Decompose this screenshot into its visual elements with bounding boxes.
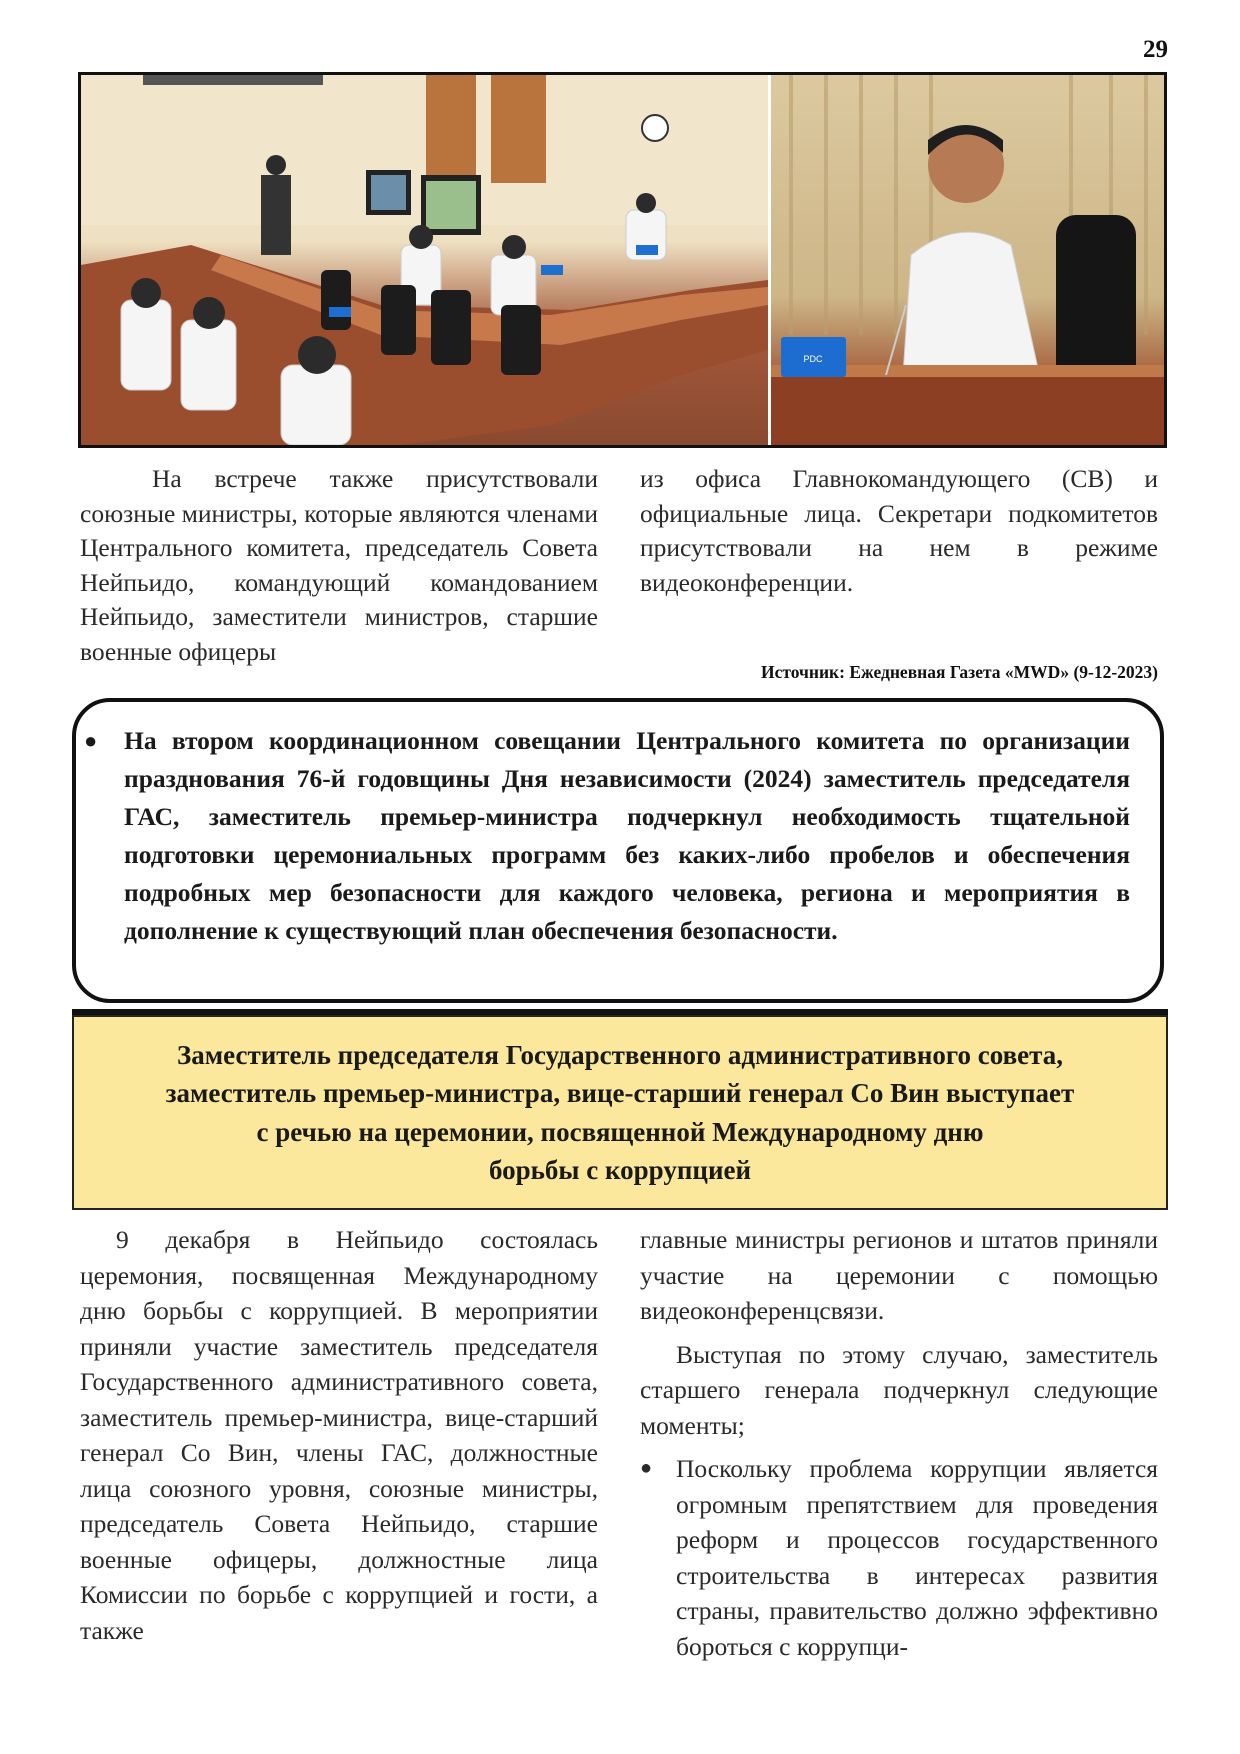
bullet-icon: ●: [84, 728, 98, 753]
speaker-illustration: [771, 75, 1164, 445]
headline: [90, 1036, 1150, 1190]
article-bottom-left-column: [80, 1222, 598, 1648]
highlight-list: [84, 722, 1130, 950]
article-top-right-column: [640, 462, 1158, 600]
highlight-text: На втором координационном совещании Центрального комитета по организации празднования 76-й годовщины Дня независимости (2024) заместитель председателя ГАС, заместитель премьер-министра подчеркнул необходимость тщательной подготовки церемониальных программ без каких-либо пробелов и обеспечения подробных мер безопасности для каждого человека, региона и мероприятия в дополнение к существующий план обеспечения безопасности.: [124, 726, 1130, 945]
article-bottom-right-bullet-text: Поскольку проблема коррупции является огромным препятствием для проведения реформ и процессов государственного строительства в интересах развития страны, правительство должно эффективно бороться с коррупци-: [676, 1454, 1158, 1661]
article-bottom-right-para-2: Выступая по этому случаю, заместитель старшего генерала подчеркнул следующие моменты;: [640, 1339, 1158, 1440]
source-line: Источник: Ежедневная Газета «MWD» (9-12-2023): [760, 662, 1158, 682]
article-top-right-text: из офиса Главнокомандующего (СВ) и официальные лица. Секретари подкомитетов присутствовали на нем в режиме видеоконференции.: [640, 464, 1158, 597]
article-bottom-left-text: 9 декабря в Нейпьидо состоялась церемония, посвященная Международному дню борьбы с коррупцией. В мероприятии приняли участие заместитель председателя Государственного административного совета, заместитель премьер-министра, вице-старший генерал Со Вин, члены ГАС, должностные лица союзного уровня, союзные министры, председатель Совета Нейпьидо, старшие военные офицеры, должностные лица Комиссии по борьбе с коррупцией и гости, а также: [80, 1225, 598, 1645]
page-number: 29: [1143, 36, 1168, 63]
highlight-box: [72, 698, 1164, 1003]
photo-strip: [78, 72, 1167, 448]
article-top-left-column: [80, 462, 598, 669]
headline-line-4: борьбы с коррупцией: [488, 1155, 752, 1185]
article-bottom-right-bullet: [640, 1451, 1158, 1664]
headline-line-2: заместитель премьер-министра, вице-старший генерал Со Вин выступает: [165, 1078, 1075, 1108]
speaker-photo: [771, 75, 1164, 445]
article-bottom-right-para-1: главные министры регионов и штатов приняли участие на церемонии с помощью видеоконференцсвязи.: [640, 1225, 1158, 1325]
meeting-room-illustration: [81, 75, 768, 445]
headline-line-1: Заместитель председателя Государственного административного совета,: [177, 1039, 1063, 1070]
highlight-item: [84, 722, 1130, 950]
headline-line-3: с речью на церемонии, посвященной Международному дню: [256, 1116, 984, 1147]
bullet-icon: ●: [640, 1457, 653, 1479]
article-top-left-text: На встрече также присутствовали союзные министры, которые являются членами Центрального комитета, председатель Совета Нейпьидо, командующий командованием Нейпьидо, заместители министров, старшие военные офицеры: [80, 464, 598, 666]
article-bottom-right-column: [640, 1222, 1158, 1664]
headline-box: [72, 1015, 1168, 1210]
meeting-room-photo: [81, 75, 768, 445]
name-plate-text: PDC: [803, 354, 823, 364]
